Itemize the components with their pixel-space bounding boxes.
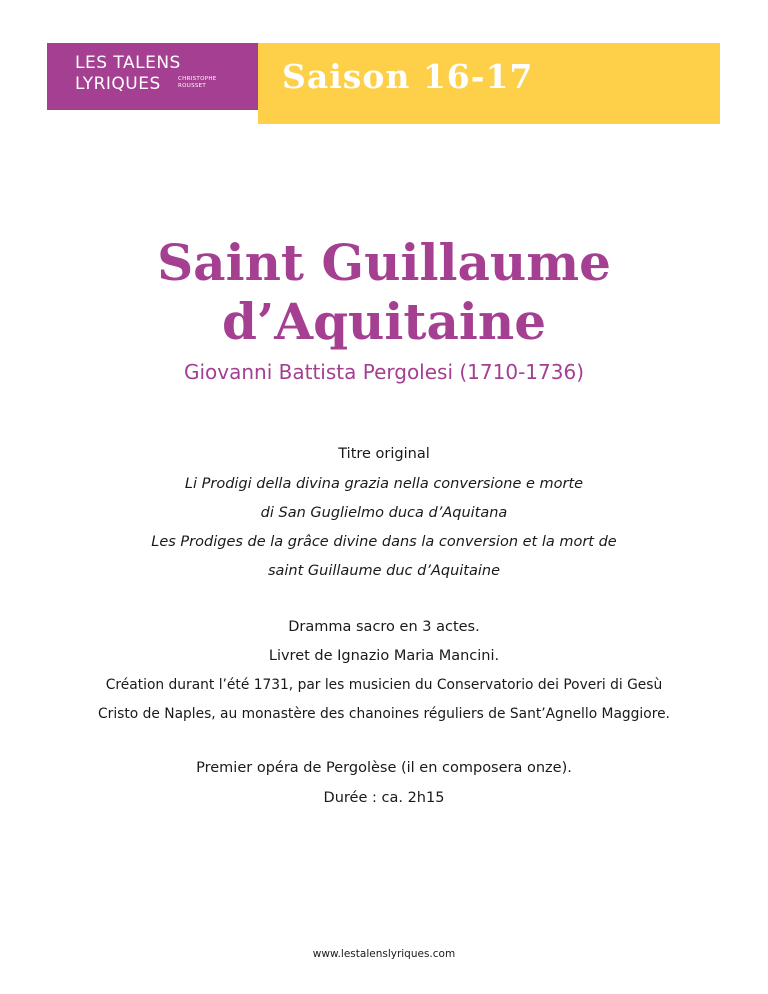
website-footer[interactable]: www.lestalenslyriques.com [312, 948, 456, 960]
creation-line-2: Cristo de Naples, au monastère des chanoines réguliers de Sant’Agnello Maggiore. [98, 706, 670, 722]
logo-subtitle [178, 76, 217, 90]
italian-title-line-1: Li Prodigi della divina grazia nella conversione e morte [184, 476, 584, 492]
logo-line-2: LYRIQUES [75, 74, 161, 94]
libretto-text: Livret de Ignazio Maria Mancini. [268, 648, 500, 664]
season-banner [258, 43, 720, 124]
composer-name: Giovanni Battista Pergolesi (1710-1736) [183, 360, 584, 384]
work-title-line-1: Saint Guillaume [157, 233, 611, 292]
work-title-line-2: d’Aquitaine [221, 292, 547, 351]
duration-text: Durée : ca. 2h15 [323, 790, 445, 806]
logo-subtitle-1: CHRISTOPHE [178, 76, 217, 82]
brand-logo [47, 43, 258, 110]
french-title-line-1: Les Prodiges de la grâce divine dans la conversion et la mort de [151, 534, 617, 550]
original-title-label: Titre original [338, 446, 430, 462]
logo-subtitle-2: ROUSSET [178, 83, 207, 89]
logo-line-1: LES TALENS [75, 53, 181, 73]
french-title-line-2: saint Guillaume duc d’Aquitaine [267, 563, 501, 579]
italian-title-line-2: di San Guglielmo duca d’Aquitana [260, 505, 508, 521]
genre-text: Dramma sacro en 3 actes. [288, 619, 480, 635]
creation-line-1: Création durant l’été 1731, par les musicien du Conservatorio dei Poveri di Gesù [105, 677, 663, 693]
season-title: Saison 16-17 [282, 57, 534, 96]
first-opera-text: Premier opéra de Pergolèse (il en composera onze). [196, 760, 572, 776]
